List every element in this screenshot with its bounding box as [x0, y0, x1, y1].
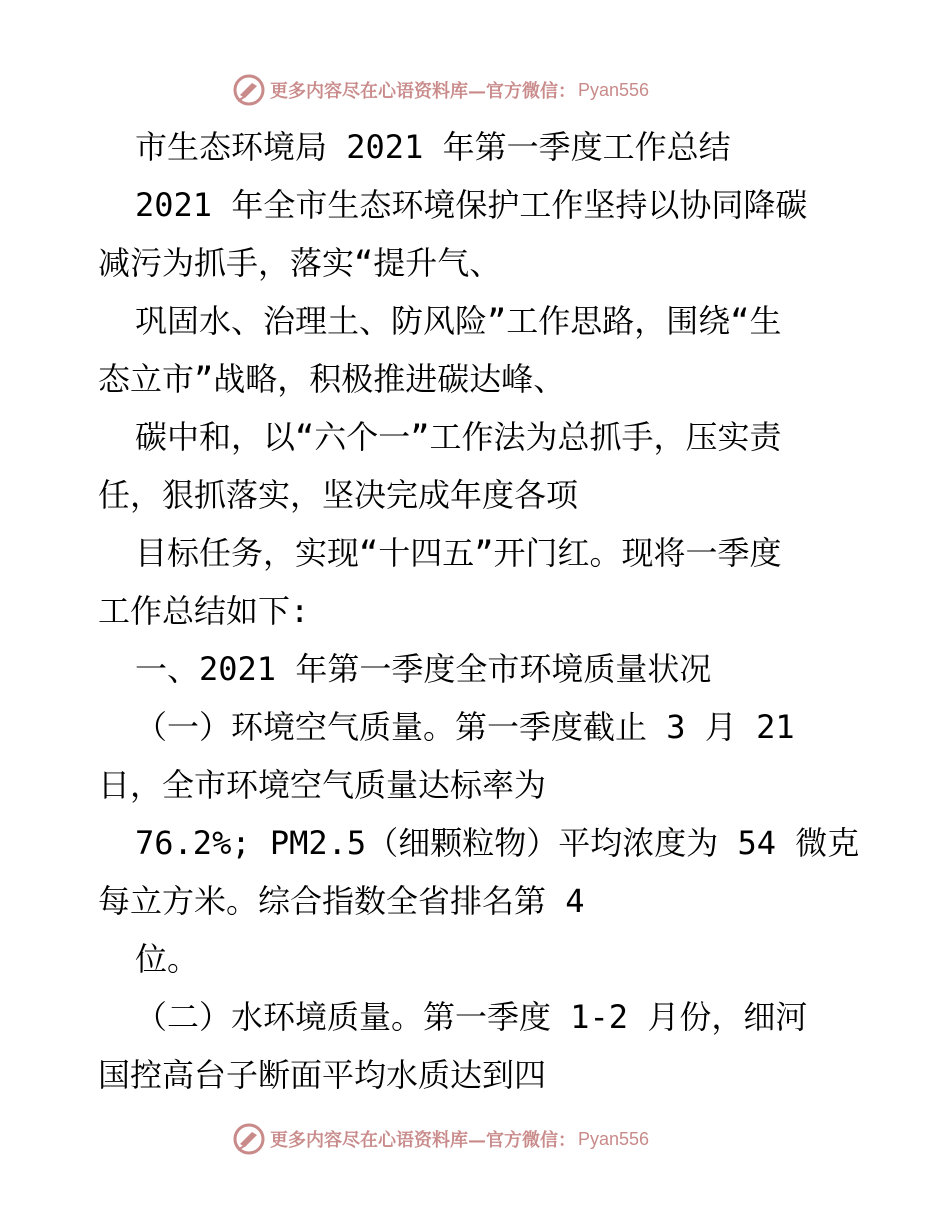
- paragraph-line: 工作总结如下:: [98, 592, 310, 630]
- paragraph-line: 目标任务，实现“十四五”开门红。现将一季度: [135, 534, 782, 572]
- document-title: 市生态环境局 2021 年第一季度工作总结: [135, 128, 731, 166]
- watermark-wechat-id: Pyan556: [578, 1128, 650, 1149]
- paragraph-line: 日，全市环境空气质量达标率为: [98, 766, 547, 804]
- watermark-text: 更多内容尽在心语资料库—官方微信：: [270, 1130, 576, 1151]
- paragraph-line: 2021 年全市生态环境保护工作坚持以协同降碳: [135, 186, 808, 224]
- paragraph-line: 国控高台子断面平均水质达到四: [98, 1056, 547, 1094]
- pen-logo-icon: [232, 73, 266, 107]
- footer-watermark: [232, 1122, 649, 1156]
- watermark-text: 更多内容尽在心语资料库—官方微信：: [270, 81, 576, 102]
- paragraph-line: 碳中和，以“六个一”工作法为总抓手，压实责: [135, 418, 782, 456]
- paragraph-line: 每立方米。综合指数全省排名第 4: [98, 882, 585, 920]
- paragraph-line: 76.2%; PM2.5（细颗粒物）平均浓度为 54 微克: [135, 824, 860, 862]
- paragraph-line: （一）环境空气质量。第一季度截止 3 月 21: [135, 708, 795, 746]
- watermark-wechat-id: Pyan556: [578, 79, 650, 100]
- section-heading: 一、2021 年第一季度全市环境质量状况: [135, 650, 712, 688]
- paragraph-line: 态立市”战略，积极推进碳达峰、: [98, 360, 566, 398]
- paragraph-line: 位。: [135, 940, 200, 978]
- paragraph-line: 巩固水、治理土、防风险”工作思路，围绕“生: [135, 302, 782, 340]
- header-watermark: [232, 73, 649, 107]
- paragraph-line: 减污为抓手，落实“提升气、: [98, 244, 502, 282]
- paragraph-line: （二）水环境质量。第一季度 1-2 月份，细河: [135, 998, 808, 1036]
- paragraph-line: 任，狠抓落实，坚决完成年度各项: [98, 476, 579, 514]
- pen-logo-icon: [232, 1122, 266, 1156]
